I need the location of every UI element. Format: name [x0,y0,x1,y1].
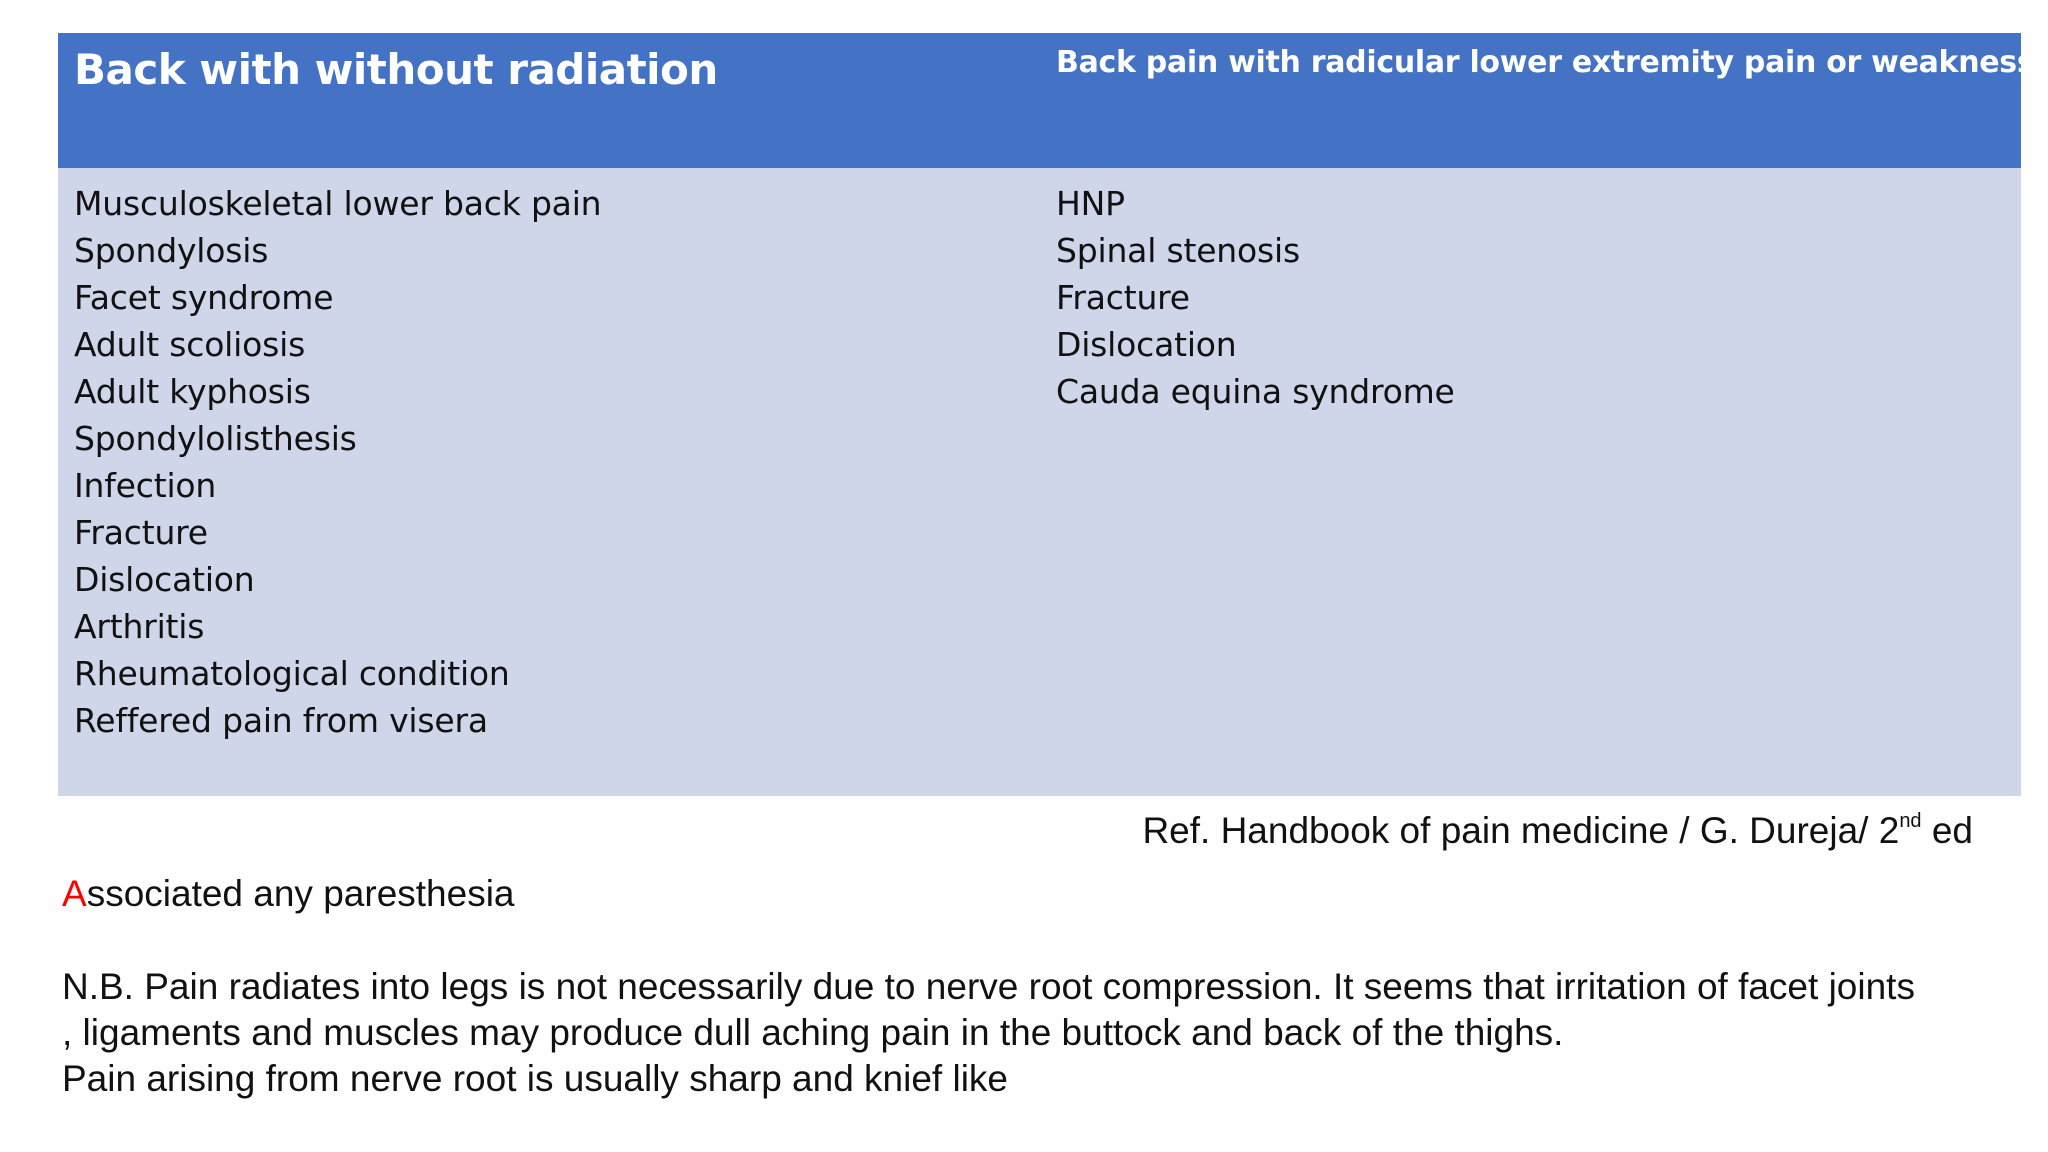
associated-rest: ssociated any paresthesia [86,873,515,914]
list-item: Reffered pain from visera [74,701,488,740]
header-right: Back pain with radicular lower extremity pain or weakness [1056,45,2035,80]
associated-first-letter: A [62,873,87,914]
left-column-list [74,180,601,744]
list-item: Infection [74,466,217,505]
note-paragraph [62,964,2022,1102]
note-line: Pain arising from nerve root is usually sharp and knief like [62,1058,1009,1099]
differential-table [58,33,2035,796]
list-item: Facet syndrome [74,278,334,317]
list-item: Spinal stenosis [1056,231,1300,270]
list-item: Musculoskeletal lower back pain [74,184,602,223]
header-left: Back with without radiation [74,45,718,94]
note-line: N.B. Pain radiates into legs is not necessarily due to nerve root compression. It seems that irritation of facet joints [62,966,1915,1007]
list-item: Fracture [1056,278,1190,317]
list-item: Rheumatological condition [74,654,510,693]
reference-citation [1142,810,1973,852]
list-item: HNP [1056,184,1125,223]
list-item: Spondylosis [74,231,269,270]
note-line: , ligaments and muscles may produce dull aching pain in the buttock and back of the thighs. [62,1012,1564,1053]
list-item: Dislocation [1056,325,1237,364]
reference-superscript: nd [1899,810,1922,832]
reference-suffix: ed [1921,810,1973,851]
list-item: Arthritis [74,607,205,646]
associated-line [62,873,515,915]
list-item: Adult kyphosis [74,372,311,411]
list-item: Spondylolisthesis [74,419,357,458]
reference-text: Ref. Handbook of pain medicine / G. Dureja/ 2 [1142,810,1900,851]
list-item: Dislocation [74,560,255,599]
list-item: Adult scoliosis [74,325,306,364]
table-header [58,33,2035,168]
right-column-list [1056,180,1455,415]
table-body [58,168,2021,796]
list-item: Fracture [74,513,208,552]
list-item: Cauda equina syndrome [1056,372,1455,411]
